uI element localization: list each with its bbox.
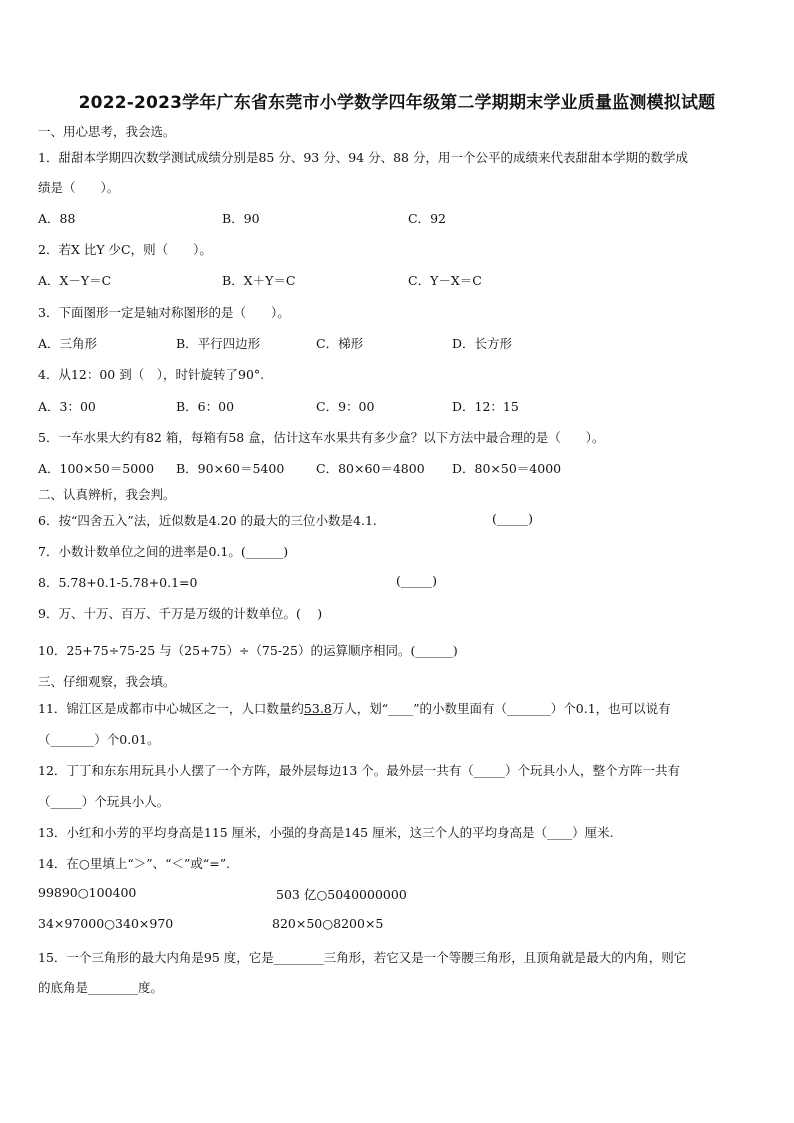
question-11-text xyxy=(38,699,671,717)
question-12-text: 12．丁丁和东东用玩具小人摆了一个方阵，最外层每边13 个。最外层一共有（_____）个玩具小人，整个方阵一共有 xyxy=(38,763,681,778)
question-15-text-cont: 的底角是________度。 xyxy=(38,980,164,995)
question-12-text-cont: （_____）个玩具小人。 xyxy=(38,794,170,809)
question-11-text-cont: （_______）个0.01。 xyxy=(38,732,160,747)
section-3-heading: 三、仔细观察，我会填。 xyxy=(38,674,176,689)
question-14-item-1: 99890○100400 xyxy=(38,885,137,900)
question-11-text-post: 万人，划“____”的小数里面有（_______）个0.1，也可以说有 xyxy=(331,701,671,716)
question-1-option-b: B．90 xyxy=(222,211,260,226)
question-8-answer-blank: (_____) xyxy=(396,573,438,588)
question-4-option-b: B．6：00 xyxy=(176,399,235,414)
question-8-text: 8．5.78+0.1-5.78+0.1=0 xyxy=(38,575,198,590)
section-1-heading: 一、用心思考，我会选。 xyxy=(38,124,176,139)
question-2-option-c: C．Y－X＝C xyxy=(408,273,482,288)
section-2-heading: 二、认真辨析，我会判。 xyxy=(38,487,176,502)
question-10-text: 10．25+75÷75-25 与（25+75）÷（75-25）的运算顺序相同。(______) xyxy=(38,643,458,658)
question-4-option-d: D．12：15 xyxy=(452,399,519,414)
question-3-text: 3．下面图形一定是轴对称图形的是（ ）。 xyxy=(38,305,290,320)
question-5-text: 5．一车水果大约有82 箱，每箱有58 盒，估计这车水果共有多少盒？以下方法中最合理的是（ ）。 xyxy=(38,430,605,445)
question-1-option-a: A．88 xyxy=(38,211,76,226)
question-3-option-c: C．梯形 xyxy=(316,336,364,351)
question-13-text: 13．小红和小芳的平均身高是115 厘米，小强的身高是145 厘米，这三个人的平均身高是（____）厘米. xyxy=(38,825,614,840)
question-3-option-d: D．长方形 xyxy=(452,336,513,351)
question-7-text: 7．小数计数单位之间的进率是0.1。(______) xyxy=(38,544,289,559)
question-2-option-b: B．X＋Y＝C xyxy=(222,273,296,288)
question-4-text: 4．从12：00 到（ ），时针旋转了90°. xyxy=(38,367,265,382)
question-15-text: 15．一个三角形的最大内角是95 度，它是________三角形，若它又是一个等腰三角形，且顶角就是最大的内角，则它 xyxy=(38,950,687,965)
page-title: 2022-2023学年广东省东莞市小学数学四年级第二学期期末学业质量监测模拟试题 xyxy=(78,93,716,113)
question-11-text-pre: 11．锦江区是成都市中心城区之一，人口数量约 xyxy=(38,701,304,716)
question-4-option-c: C．9：00 xyxy=(316,399,375,414)
question-1-text-cont: 绩是（ ）。 xyxy=(38,180,120,195)
question-11-underlined-number: 53.8 xyxy=(303,701,332,716)
question-2-text: 2．若X 比Y 少C，则（ ）。 xyxy=(38,242,212,257)
question-5-option-d: D．80×50＝4000 xyxy=(452,461,562,476)
question-14-item-3: 34×97000○340×970 xyxy=(38,916,174,931)
question-6-text: 6．按“四舍五入”法，近似数是4.20 的最大的三位小数是4.1. xyxy=(38,513,377,528)
question-14-item-4: 820×50○8200×5 xyxy=(272,916,384,931)
question-4-option-a: A．3：00 xyxy=(38,399,96,414)
question-5-option-a: A．100×50＝5000 xyxy=(38,461,155,476)
question-5-option-c: C．80×60＝4800 xyxy=(316,461,425,476)
question-1-option-c: C．92 xyxy=(408,211,446,226)
question-1-text: 1．甜甜本学期四次数学测试成绩分别是85 分、93 分、94 分、88 分，用一个公平的成绩来代表甜甜本学期的数学成 xyxy=(38,150,688,165)
question-6-answer-blank: (_____) xyxy=(492,511,534,526)
question-9-text: 9．万、十万、百万、千万是万级的计数单位。( ) xyxy=(38,606,323,621)
question-14-text: 14．在○里填上“＞”、“＜”或“=”. xyxy=(38,856,231,871)
question-3-option-a: A．三角形 xyxy=(38,336,98,351)
question-3-option-b: B．平行四边形 xyxy=(176,336,261,351)
question-14-item-2: 503 亿○5040000000 xyxy=(276,887,407,902)
question-5-option-b: B．90×60＝5400 xyxy=(176,461,285,476)
question-2-option-a: A．X－Y＝C xyxy=(38,273,112,288)
